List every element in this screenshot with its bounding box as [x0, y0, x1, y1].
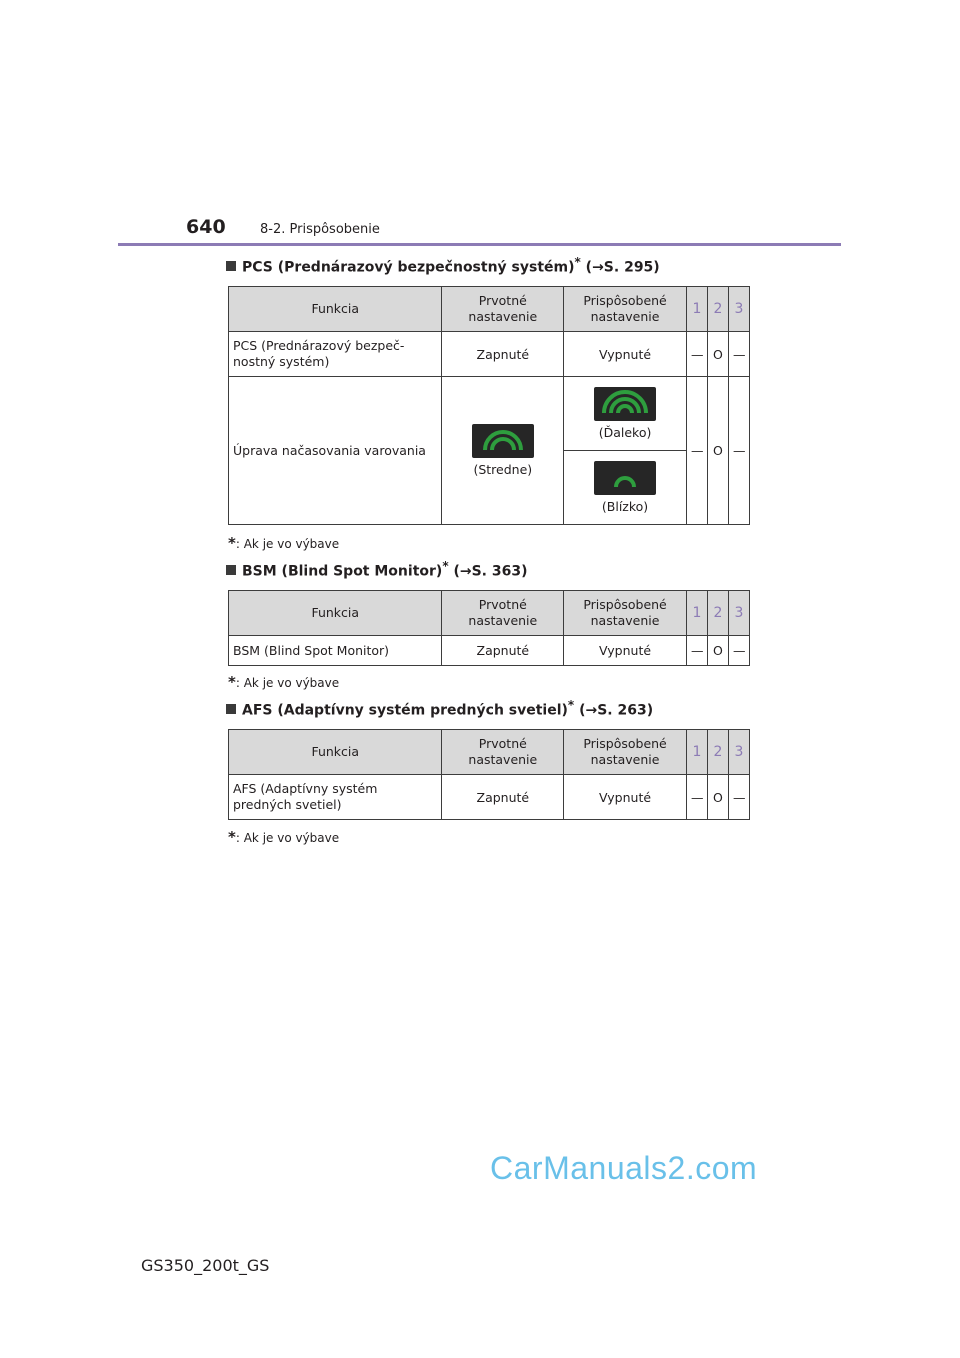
function-cell: AFS (Adaptívny systém predných svetiel) — [229, 775, 442, 820]
column-header-method-2 — [707, 287, 728, 332]
warning-timing-near-icon — [594, 461, 656, 495]
custom-value-far — [564, 377, 687, 451]
section-title-bsm — [226, 559, 528, 580]
warning-timing-far-icon — [594, 387, 656, 421]
method-3-mark: — — [728, 377, 749, 525]
section-title-text: BSM (Blind Spot Monitor) — [242, 563, 443, 580]
column-header-function: Funkcia — [229, 730, 442, 775]
method-2-mark: O — [707, 636, 728, 666]
afs-settings-table — [228, 729, 750, 820]
initial-value-label: (Stredne) — [473, 462, 533, 477]
circled-3-icon: 3 — [734, 744, 744, 760]
column-header-function: Funkcia — [229, 591, 442, 636]
circled-1-icon: 1 — [692, 605, 702, 621]
footnote-asterisk: * — [228, 673, 236, 691]
method-1-mark: — — [686, 377, 707, 525]
column-header-method-1 — [686, 591, 707, 636]
circled-3-icon: 3 — [734, 301, 744, 317]
page-reference: (→S. 363) — [453, 563, 528, 580]
bsm-settings-table — [228, 590, 750, 666]
column-header-custom: Prispôsobené nastavenie — [564, 730, 687, 775]
table-row — [229, 775, 750, 820]
column-header-initial: Prvotné nastavenie — [442, 287, 564, 332]
section-title-afs — [226, 698, 653, 719]
method-2-mark: O — [707, 377, 728, 525]
column-header-custom: Prispôsobené nastavenie — [564, 591, 687, 636]
footnote-asterisk: * — [228, 828, 236, 846]
pcs-settings-table — [228, 286, 750, 525]
footnote: *: Ak je vo výbave — [228, 828, 340, 846]
initial-value — [442, 377, 564, 525]
column-header-initial: Prvotné nastavenie — [442, 730, 564, 775]
column-header-method-2 — [707, 730, 728, 775]
table-header-row — [229, 287, 750, 332]
method-2-mark: O — [707, 775, 728, 820]
column-header-method-2 — [707, 591, 728, 636]
column-header-function: Funkcia — [229, 287, 442, 332]
square-bullet-icon — [226, 704, 236, 714]
circled-3-icon: 3 — [734, 605, 744, 621]
function-cell: PCS (Prednárazový bezpeč- nostný systém) — [229, 332, 442, 377]
circled-2-icon: 2 — [713, 301, 723, 317]
initial-value: Zapnuté — [442, 775, 564, 820]
custom-value: Vypnuté — [564, 332, 687, 377]
footnote: *: Ak je vo výbave — [228, 673, 340, 691]
column-header-custom: Prispôsobené nastavenie — [564, 287, 687, 332]
method-3-mark: — — [728, 775, 749, 820]
method-3-mark: — — [728, 636, 749, 666]
section-title-text: AFS (Adaptívny systém predných svetiel) — [242, 702, 568, 719]
column-header-method-3 — [728, 730, 749, 775]
table-header-row — [229, 730, 750, 775]
watermark: CarManuals2.com — [490, 1150, 758, 1186]
initial-value: Zapnuté — [442, 636, 564, 666]
table-row — [229, 332, 750, 377]
square-bullet-icon — [226, 261, 236, 271]
section-title-pcs — [226, 255, 660, 276]
square-bullet-icon — [226, 565, 236, 575]
function-cell: Úprava načasovania varovania — [229, 377, 442, 525]
method-3-mark: — — [728, 332, 749, 377]
chapter-title: 8-2. Prispôsobenie — [260, 222, 380, 237]
header-rule — [118, 243, 841, 246]
footnote-star: * — [574, 255, 581, 269]
page-reference: (→S. 295) — [585, 259, 660, 276]
custom-near-label: (Blízko) — [601, 499, 649, 514]
section-title-text: PCS (Prednárazový bezpečnostný systém) — [242, 259, 575, 276]
column-header-method-3 — [728, 591, 749, 636]
circled-2-icon: 2 — [713, 744, 723, 760]
footnote: *: Ak je vo výbave — [228, 534, 340, 552]
table-header-row — [229, 591, 750, 636]
table-row — [229, 636, 750, 666]
column-header-method-1 — [686, 287, 707, 332]
column-header-initial: Prvotné nastavenie — [442, 591, 564, 636]
method-1-mark: — — [686, 636, 707, 666]
footnote-star: * — [567, 698, 575, 712]
custom-value: Vypnuté — [564, 775, 687, 820]
custom-value-near — [564, 451, 687, 525]
footnote-star: * — [442, 559, 449, 573]
warning-timing-middle-icon — [472, 424, 534, 458]
model-code: GS350_200t_GS — [141, 1256, 270, 1275]
circled-1-icon: 1 — [692, 744, 702, 760]
method-2-mark: O — [707, 332, 728, 377]
page-number: 640 — [186, 216, 226, 238]
circled-2-icon: 2 — [713, 605, 723, 621]
table-row — [229, 377, 750, 451]
method-1-mark: — — [686, 332, 707, 377]
custom-far-label: (Ďaleko) — [598, 425, 652, 440]
function-cell: BSM (Blind Spot Monitor) — [229, 636, 442, 666]
page-reference: (→S. 263) — [579, 702, 654, 719]
method-1-mark: — — [686, 775, 707, 820]
column-header-method-1 — [686, 730, 707, 775]
custom-value: Vypnuté — [564, 636, 687, 666]
footnote-asterisk: * — [228, 534, 236, 552]
column-header-method-3 — [728, 287, 749, 332]
initial-value: Zapnuté — [442, 332, 564, 377]
circled-1-icon: 1 — [692, 301, 702, 317]
